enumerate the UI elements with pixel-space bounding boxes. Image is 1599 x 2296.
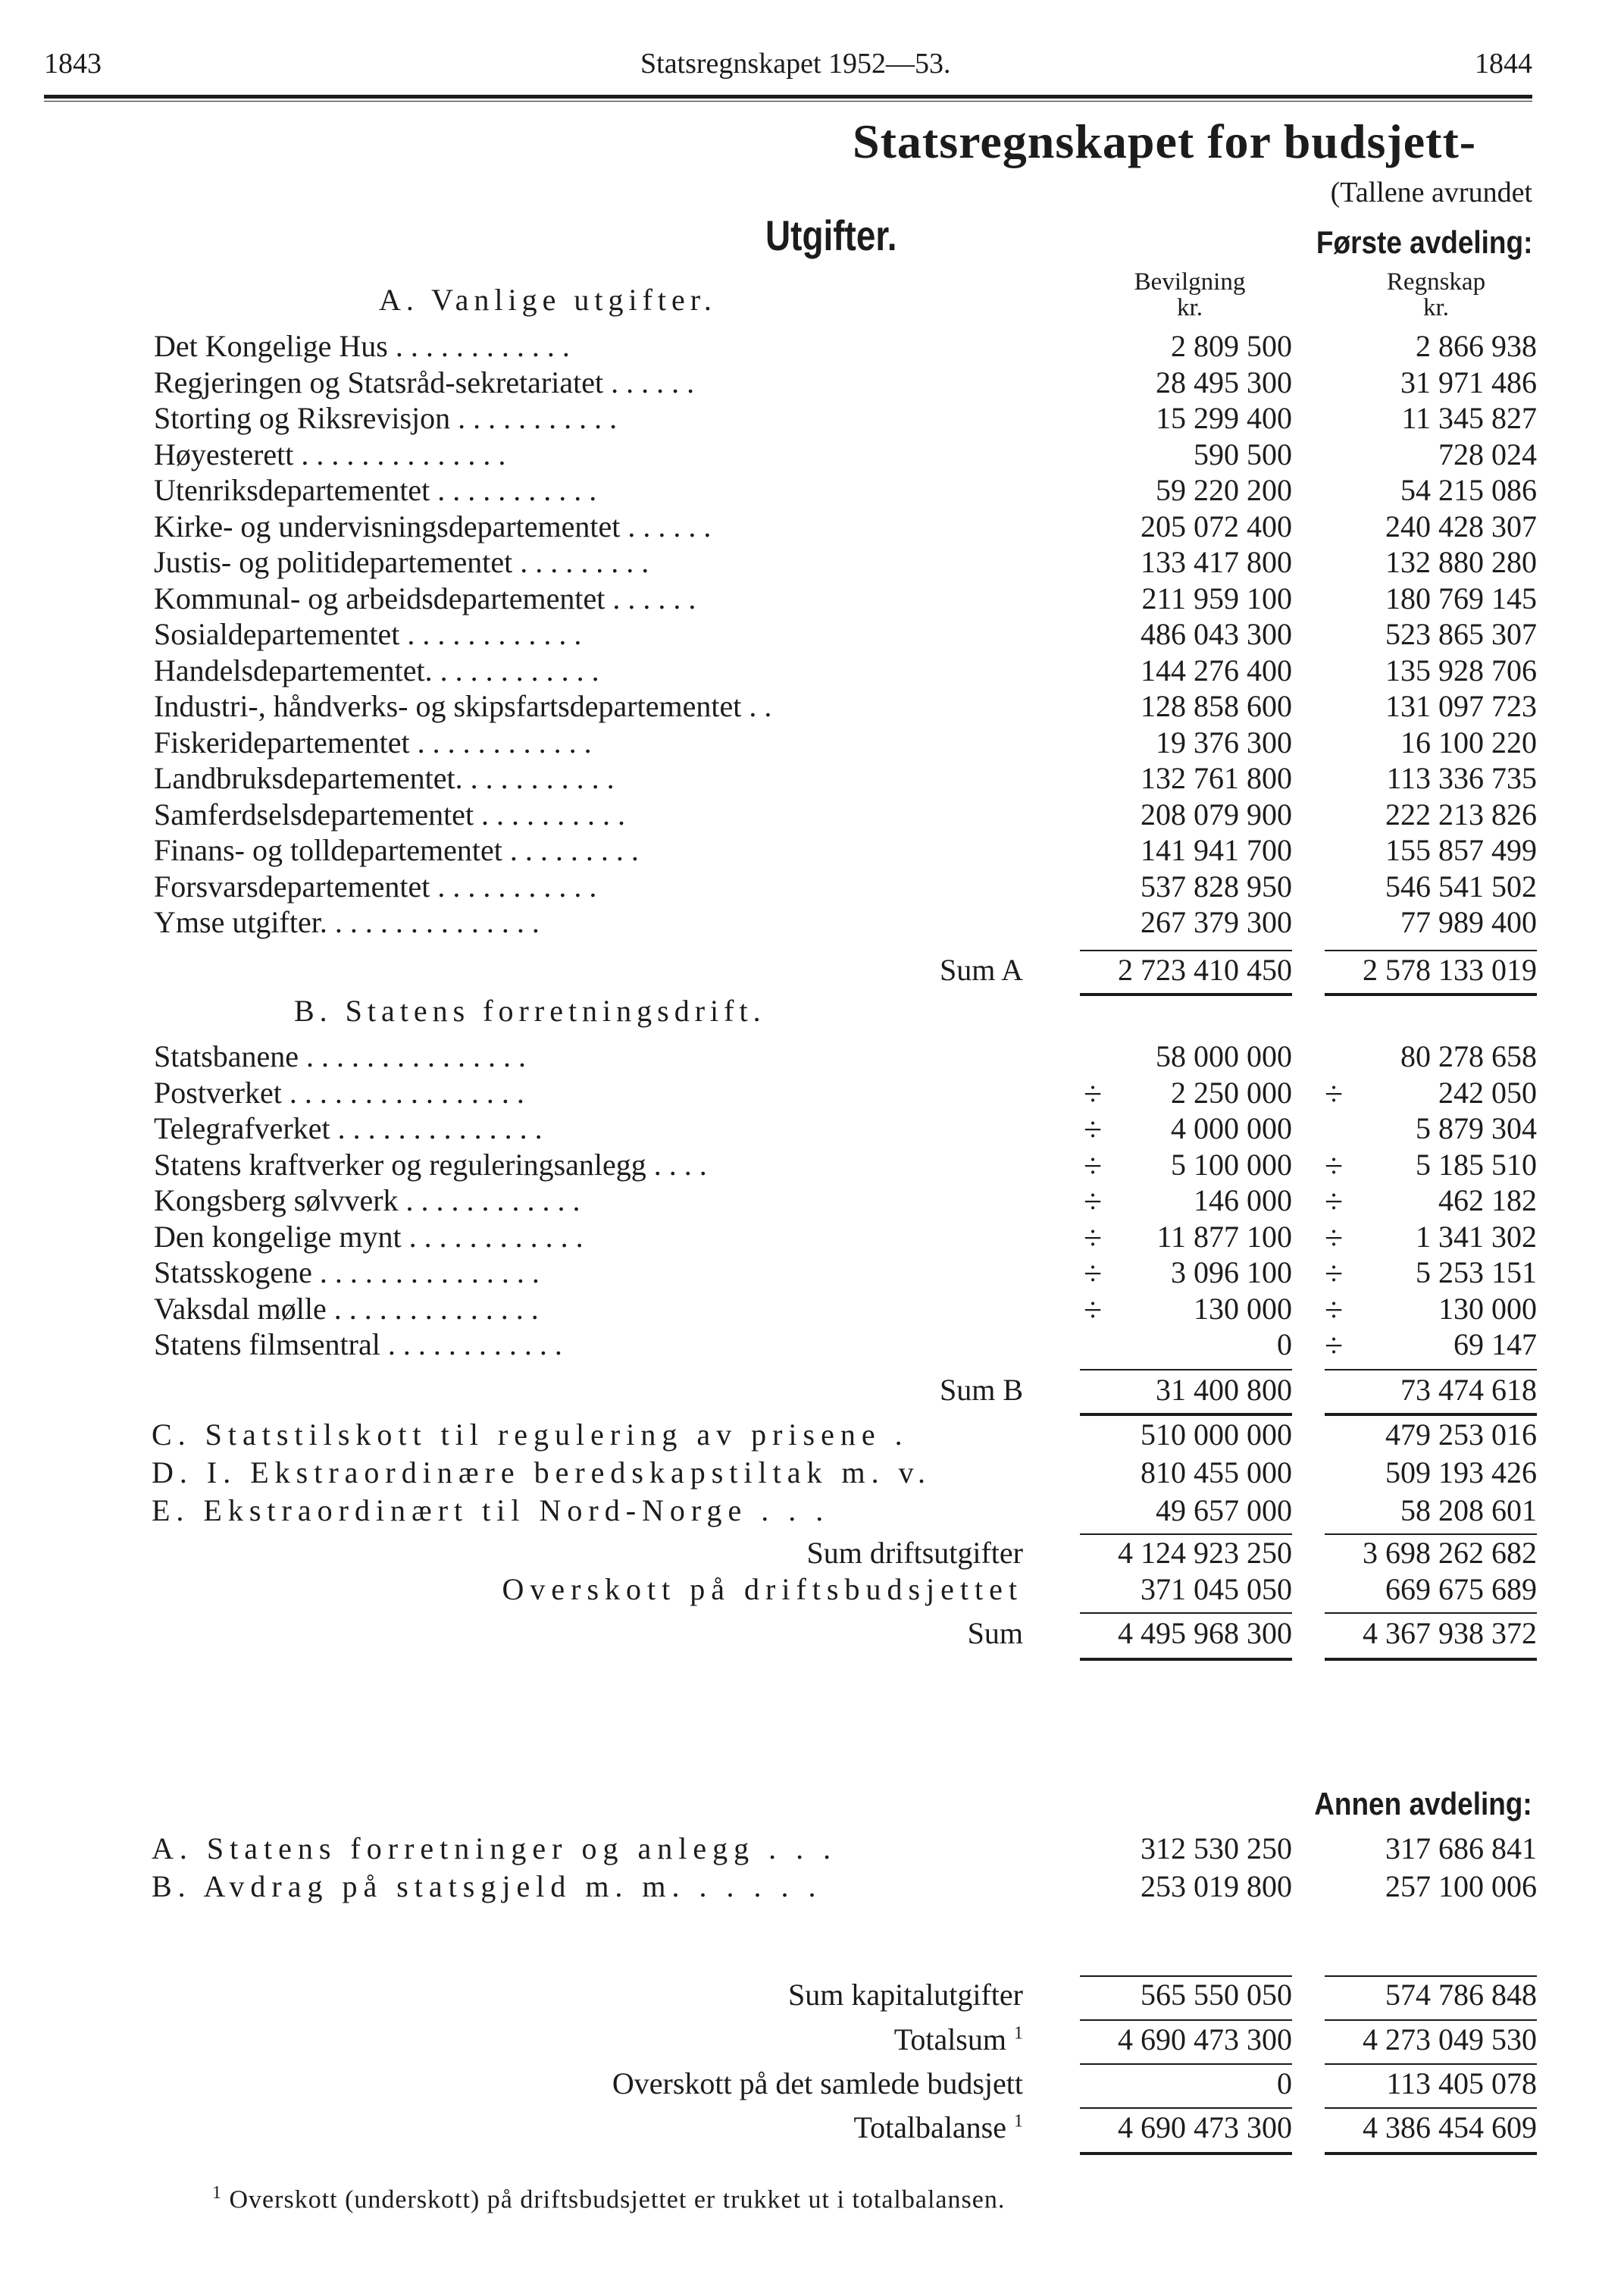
totalbalanse-regnskap: 4 386 454 609	[1363, 2110, 1537, 2144]
section-a-row	[0, 544, 1599, 580]
section-a-row-label: Forsvarsdepartementet . . . . . . . . . . .	[154, 869, 597, 904]
section-b-row-regnskap: 1 341 302	[1416, 1219, 1537, 1254]
minus-sign: ÷	[1325, 1183, 1344, 1220]
overskott-samlet-label: Overskott på det samlede budsjett	[612, 2066, 1023, 2100]
sum-b-double-rule	[1325, 1413, 1537, 1416]
section-a-row-regnskap: 546 541 502	[1385, 869, 1537, 904]
column-unit: kr.	[1423, 294, 1449, 321]
section-a-row	[0, 653, 1599, 688]
section-b-row	[0, 1219, 1599, 1257]
sum-a-regnskap: 2 578 133 019	[1363, 953, 1537, 987]
section-b-row-bevilgning: 3 096 100	[1171, 1255, 1292, 1289]
section-b-row-label: Kongsberg sølvverk . . . . . . . . . . . .	[154, 1183, 580, 1217]
footnote-mark: 1	[212, 2183, 222, 2203]
utgifter-heading: Utgifter.	[765, 211, 897, 259]
sum-a-double-rule	[1325, 993, 1537, 996]
totalsum-text: Totalsum	[893, 2022, 1006, 2056]
second-row-regnskap: 317 686 841	[1385, 1831, 1537, 1865]
section-a-row-regnskap: 11 345 827	[1401, 401, 1537, 435]
section-a-row	[0, 904, 1599, 940]
section-a-row-label: Justis- og politidepartementet . . . . . . . . .	[154, 545, 649, 579]
section-a-row-bevilgning: 59 220 200	[1156, 473, 1292, 507]
section-a-row-bevilgning: 144 276 400	[1141, 653, 1292, 688]
section-a-row-bevilgning: 590 500	[1194, 437, 1292, 471]
section-a-row	[0, 365, 1599, 400]
footnote-mark: 1	[1014, 2023, 1023, 2044]
extra-row	[0, 1455, 1599, 1490]
section-b-row	[0, 1147, 1599, 1185]
section-b-row-bevilgning: 5 100 000	[1171, 1147, 1292, 1182]
overskott-drift-row	[0, 1571, 1599, 1607]
overskott-drift-label: Overskott på driftsbudsjettet	[502, 1572, 1023, 1606]
totalbalanse-double-rule	[1325, 2152, 1537, 2155]
section-b-row-label: Postverket . . . . . . . . . . . . . . . .	[154, 1075, 524, 1110]
column-title: Bevilgning	[1134, 268, 1246, 296]
minus-sign: ÷	[1325, 1291, 1344, 1329]
page-number-left: 1843	[44, 48, 102, 80]
section-a-row-regnskap: 523 865 307	[1385, 617, 1537, 651]
section-a-row-bevilgning: 132 761 800	[1141, 761, 1292, 795]
page-title: Statsregnskapet for budsjett-	[853, 114, 1477, 168]
minus-sign: ÷	[1325, 1255, 1344, 1292]
drift-sum-rule	[1080, 1612, 1292, 1614]
section-a-row-label: Høyesterett . . . . . . . . . . . . . .	[154, 437, 506, 471]
minus-sign: ÷	[1325, 1147, 1344, 1185]
section-a-row-bevilgning: 15 299 400	[1156, 401, 1292, 435]
section-b-row-regnskap: 69 147	[1453, 1327, 1537, 1361]
section-b-row-label: Statens kraftverker og reguleringsanlegg . . . .	[154, 1147, 707, 1182]
totalbalanse-row	[0, 2110, 1599, 2145]
running-title: Statsregnskapet 1952—53.	[640, 48, 951, 80]
section-a-row-label: Kommunal- og arbeidsdepartementet . . . . . .	[154, 581, 696, 616]
section-b-row-bevilgning: 146 000	[1194, 1183, 1292, 1217]
section-b-row-regnskap: 242 050	[1438, 1075, 1537, 1110]
totalbalanse-rule	[1325, 2107, 1537, 2109]
section-a-row-regnskap: 728 024	[1438, 437, 1537, 471]
drift-sum-rule	[1325, 1612, 1537, 1614]
drift-sum-regnskap: 4 367 938 372	[1363, 1616, 1537, 1650]
overskott-drift-regnskap: 669 675 689	[1385, 1572, 1537, 1606]
section-a-row	[0, 437, 1599, 472]
totalbalanse-double-rule	[1080, 2152, 1292, 2155]
extra-row-regnskap: 58 208 601	[1400, 1493, 1537, 1527]
header-rule	[44, 95, 1532, 99]
section-b-row-bevilgning: 11 877 100	[1156, 1219, 1292, 1254]
minus-sign: ÷	[1084, 1075, 1103, 1113]
section-a-row-bevilgning: 205 072 400	[1141, 509, 1292, 543]
section-a-row-bevilgning: 128 858 600	[1141, 689, 1292, 723]
section-a-row	[0, 400, 1599, 436]
page-subtitle: (Tallene avrundet	[1330, 177, 1532, 208]
section-a-row-bevilgning: 133 417 800	[1141, 545, 1292, 579]
section-a-row-bevilgning: 28 495 300	[1156, 365, 1292, 399]
second-row	[0, 1831, 1599, 1866]
extra-row-label: D. I. Ekstraordinære beredskapstiltak m. v.	[152, 1455, 932, 1489]
section-a-row-label: Samferdselsdepartementet . . . . . . . . . .	[154, 797, 626, 832]
section-b-row-label: Telegrafverket . . . . . . . . . . . . . .	[154, 1111, 543, 1145]
section-b-row-label: Statsskogene . . . . . . . . . . . . . . .	[154, 1255, 540, 1289]
section-a-row-regnskap: 77 989 400	[1400, 905, 1537, 939]
section-b-row-regnskap: 130 000	[1438, 1291, 1537, 1326]
totalbalanse-bevilgning: 4 690 473 300	[1118, 2110, 1292, 2144]
footnote-mark: 1	[1014, 2111, 1023, 2132]
extra-row-label: C. Statstilskott til regulering av prisene .	[152, 1417, 909, 1452]
section-a-row-label: Kirke- og undervisningsdepartementet . . . . . .	[154, 509, 712, 543]
second-row-bevilgning: 253 019 800	[1141, 1869, 1292, 1903]
section-a-row-regnskap: 2 866 938	[1416, 329, 1537, 363]
sum-driftsutgifter-row	[0, 1535, 1599, 1571]
extra-row-regnskap: 509 193 426	[1385, 1455, 1537, 1489]
section-a-row	[0, 688, 1599, 724]
section-a-row-label: Utenriksdepartementet . . . . . . . . . . .	[154, 473, 597, 507]
section-b-row-bevilgning: 4 000 000	[1171, 1111, 1292, 1145]
sum-a-rule	[1080, 950, 1292, 951]
totalbalanse-text: Totalbalanse	[853, 2110, 1006, 2144]
section-b-row-label: Den kongelige mynt . . . . . . . . . . . .	[154, 1219, 584, 1254]
totalsum-rule	[1325, 2019, 1537, 2021]
section-a-row-label: Handelsdepartementet. . . . . . . . . . . .	[154, 653, 599, 688]
page-number-right: 1844	[1475, 48, 1532, 80]
extra-row-regnskap: 479 253 016	[1385, 1417, 1537, 1452]
second-row-bevilgning: 312 530 250	[1141, 1831, 1292, 1865]
first-section-heading: Første avdeling:	[1316, 224, 1532, 260]
drift-sum-double-rule	[1325, 1658, 1537, 1661]
section-a-row	[0, 797, 1599, 832]
section-a-row-bevilgning: 2 809 500	[1171, 329, 1292, 363]
section-b-row	[0, 1327, 1599, 1362]
section-a-row-label: Storting og Riksrevisjon . . . . . . . . . . .	[154, 401, 618, 435]
section-b-row	[0, 1182, 1599, 1218]
totalbalanse-rule	[1080, 2107, 1292, 2109]
section-a-row-label: Industri-, håndverks- og skipsfartsdepartementet . .	[154, 689, 772, 723]
section-a-row-label: Det Kongelige Hus . . . . . . . . . . . .	[154, 329, 570, 363]
minus-sign: ÷	[1325, 1327, 1344, 1364]
section-b-row	[0, 1110, 1599, 1146]
section-a-row	[0, 869, 1599, 904]
section-b-row	[0, 1291, 1599, 1327]
minus-sign: ÷	[1325, 1219, 1344, 1257]
section-a-row-bevilgning: 267 379 300	[1141, 905, 1292, 939]
section-a-row-label: Landbruksdepartementet. . . . . . . . . . .	[154, 761, 615, 795]
sum-a-double-rule	[1080, 993, 1292, 996]
drift-sum-bevilgning: 4 495 968 300	[1118, 1616, 1292, 1650]
section-b-row	[0, 1038, 1599, 1074]
drift-sum-double-rule	[1080, 1658, 1292, 1661]
section-a-row-label: Sosialdepartementet . . . . . . . . . . . .	[154, 617, 582, 651]
section-b-row-label: Statens filmsentral . . . . . . . . . . . .	[154, 1327, 562, 1361]
sum-a-label: Sum A	[939, 953, 1023, 987]
section-a-row-bevilgning: 486 043 300	[1141, 617, 1292, 651]
section-a-row	[0, 509, 1599, 544]
minus-sign: ÷	[1084, 1147, 1103, 1185]
footnote-text: Overskott (underskott) på driftsbudsjettet er trukket ut i totalbalansen.	[229, 2185, 1006, 2214]
sum-kapitalutgifter-bevilgning: 565 550 050	[1141, 1978, 1292, 2012]
section-b-row-regnskap: 80 278 658	[1400, 1039, 1537, 1073]
section-b-title: B. Statens forretningsdrift.	[294, 994, 766, 1028]
section-a-row-bevilgning: 211 959 100	[1141, 581, 1292, 616]
sum-kapitalutgifter-regnskap: 574 786 848	[1385, 1978, 1537, 2012]
section-b-row-bevilgning: 2 250 000	[1171, 1075, 1292, 1110]
minus-sign: ÷	[1084, 1291, 1103, 1329]
drift-sum-label: Sum	[967, 1616, 1023, 1650]
section-a-row-bevilgning: 208 079 900	[1141, 797, 1292, 832]
section-b-row-label: Statsbanene . . . . . . . . . . . . . . .	[154, 1039, 527, 1073]
extra-row-bevilgning: 810 455 000	[1141, 1455, 1292, 1489]
sum-kapitalutgifter-row	[0, 1977, 1599, 2013]
sum-b-regnskap: 73 474 618	[1400, 1373, 1537, 1407]
section-a-row-regnskap: 135 928 706	[1385, 653, 1537, 688]
footnote	[212, 2183, 1005, 2214]
minus-sign: ÷	[1084, 1219, 1103, 1257]
extra-row-bevilgning: 49 657 000	[1156, 1493, 1292, 1527]
sum-b-rule	[1080, 1369, 1292, 1370]
overskott-drift-bevilgning: 371 045 050	[1141, 1572, 1292, 1606]
section-a-row	[0, 760, 1599, 796]
extra-row	[0, 1417, 1599, 1452]
section-a-row-label: Finans- og tolldepartementet . . . . . . . . .	[154, 833, 639, 867]
second-section-heading: Annen avdeling:	[1314, 1786, 1532, 1821]
extra-row-label: E. Ekstraordinært til Nord-Norge . . .	[152, 1493, 830, 1527]
overskott-samlet-regnskap: 113 405 078	[1386, 2066, 1537, 2100]
section-a-row-regnskap: 54 215 086	[1400, 473, 1537, 507]
totalsum-rule	[1080, 2019, 1292, 2021]
second-row-regnskap: 257 100 006	[1385, 1869, 1537, 1903]
section-b-row-label: Vaksdal mølle . . . . . . . . . . . . . .	[154, 1291, 539, 1326]
sum-a-bevilgning: 2 723 410 450	[1118, 953, 1292, 987]
section-a-row	[0, 725, 1599, 760]
section-a-row-bevilgning: 141 941 700	[1141, 833, 1292, 867]
sum-kapitalutgifter-label: Sum kapitalutgifter	[788, 1978, 1023, 2012]
totalsum-label	[894, 2022, 1023, 2057]
section-b-row-bevilgning: 58 000 000	[1156, 1039, 1292, 1073]
section-b-row-bevilgning: 0	[1277, 1327, 1292, 1361]
sum-b-bevilgning: 31 400 800	[1156, 1373, 1292, 1407]
minus-sign: ÷	[1084, 1255, 1103, 1292]
section-a-row-regnskap: 113 336 735	[1386, 761, 1537, 795]
sum-b-rule	[1325, 1369, 1537, 1370]
section-a-row	[0, 616, 1599, 652]
drift-sum-row	[0, 1615, 1599, 1651]
overskott-rule	[1325, 2063, 1537, 2065]
section-b-row-regnskap: 5 879 304	[1416, 1111, 1537, 1145]
totalsum-bevilgning: 4 690 473 300	[1118, 2022, 1292, 2056]
section-a-row-regnskap: 16 100 220	[1400, 725, 1537, 760]
section-a-title: A. Vanlige utgifter.	[379, 283, 717, 317]
column-header-bevilgning	[1091, 269, 1288, 321]
second-row	[0, 1868, 1599, 1904]
section-b-row-regnskap: 5 253 151	[1416, 1255, 1537, 1289]
sum-driftsutgifter-label: Sum driftsutgifter	[806, 1536, 1023, 1570]
section-a-row	[0, 581, 1599, 616]
section-a-row-regnskap: 180 769 145	[1385, 581, 1537, 616]
overskott-rule	[1080, 2063, 1292, 2065]
minus-sign: ÷	[1325, 1075, 1344, 1113]
section-a-row-label: Ymse utgifter. . . . . . . . . . . . . . .	[154, 905, 540, 939]
second-row-label: A. Statens forretninger og anlegg . . .	[152, 1831, 837, 1865]
section-a-row-regnskap: 240 428 307	[1385, 509, 1537, 543]
sum-driftsutgifter-regnskap: 3 698 262 682	[1363, 1536, 1537, 1570]
column-title: Regnskap	[1386, 268, 1486, 296]
section-b-row-regnskap: 462 182	[1438, 1183, 1537, 1217]
section-a-row-bevilgning: 19 376 300	[1156, 725, 1292, 760]
extra-row-bevilgning: 510 000 000	[1141, 1417, 1292, 1452]
section-a-row-regnskap: 222 213 826	[1385, 797, 1537, 832]
section-a-row-regnskap: 132 880 280	[1385, 545, 1537, 579]
minus-sign: ÷	[1084, 1183, 1103, 1220]
column-header-regnskap	[1338, 269, 1535, 321]
totalsum-regnskap: 4 273 049 530	[1363, 2022, 1537, 2056]
sum-a-rule	[1325, 950, 1537, 951]
section-a-row-regnskap: 31 971 486	[1400, 365, 1537, 399]
sum-a-row	[0, 952, 1599, 988]
second-row-label: B. Avdrag på statsgjeld m. m. . . . . .	[152, 1869, 822, 1903]
section-a-row	[0, 472, 1599, 508]
totalsum-row	[0, 2022, 1599, 2057]
section-b-row-regnskap: 5 185 510	[1416, 1147, 1537, 1182]
sum-b-row	[0, 1372, 1599, 1408]
column-unit: kr.	[1177, 294, 1203, 321]
section-b-row	[0, 1075, 1599, 1113]
section-a-row-bevilgning: 537 828 950	[1141, 869, 1292, 904]
section-a-row	[0, 328, 1599, 364]
section-a-row-regnskap: 155 857 499	[1385, 833, 1537, 867]
sum-b-double-rule	[1080, 1413, 1292, 1416]
totalbalanse-label	[853, 2110, 1023, 2145]
section-b-row-bevilgning: 130 000	[1194, 1291, 1292, 1326]
extra-row	[0, 1493, 1599, 1528]
section-a-row-label: Fiskeridepartementet . . . . . . . . . . . .	[154, 725, 592, 760]
section-b-row	[0, 1254, 1599, 1290]
overskott-samlet-row	[0, 2066, 1599, 2101]
section-a-row	[0, 832, 1599, 868]
overskott-samlet-bevilgning: 0	[1277, 2066, 1292, 2100]
section-a-row-label: Regjeringen og Statsråd-sekretariatet . . . . . .	[154, 365, 695, 399]
minus-sign: ÷	[1084, 1111, 1103, 1148]
sum-b-label: Sum B	[939, 1373, 1023, 1407]
header-rule-thin	[44, 101, 1532, 102]
section-a-row-regnskap: 131 097 723	[1385, 689, 1537, 723]
sum-driftsutgifter-bevilgning: 4 124 923 250	[1118, 1536, 1292, 1570]
